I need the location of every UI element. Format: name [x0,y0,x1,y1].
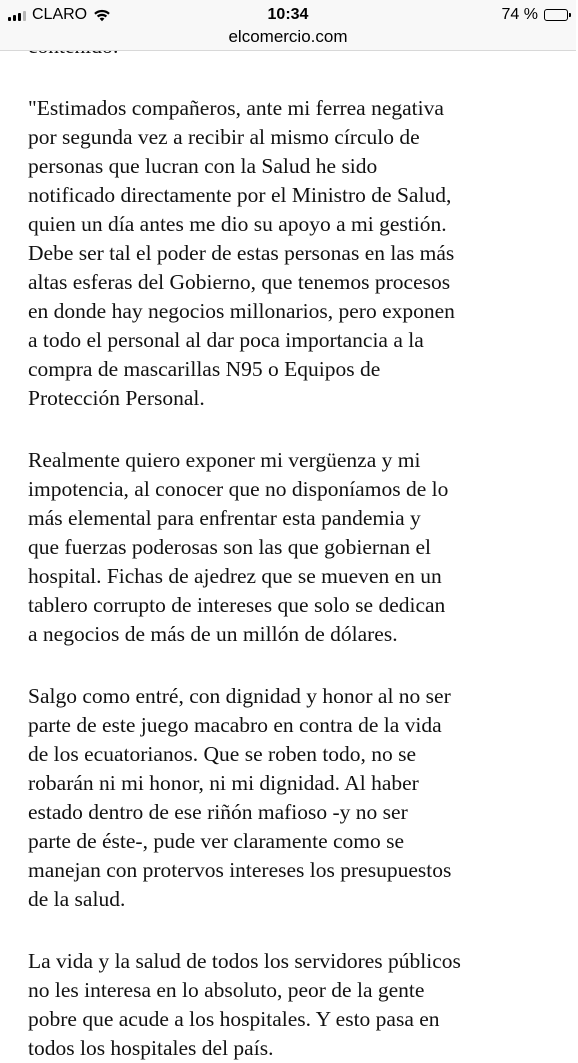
paragraph-line: a todo el personal al dar poca importancia a la [28,328,424,352]
article-paragraph [28,446,578,649]
paragraph-line: no les interesa en lo absoluto, peor de la gente [28,978,425,1002]
paragraph-line: La vida y la salud de todos los servidores públicos [28,949,461,973]
paragraph-line: a negocios de más de un millón de dólares. [28,622,398,646]
paragraph-line: de los ecuatorianos. Que se roben todo, no se [28,742,417,766]
article-paragraph [28,682,578,914]
paragraph-line: impotencia, al conocer que no disponíamos de lo [28,477,449,501]
paragraph-line: hospital. Fichas de ajedrez que se mueven en un [28,564,442,588]
paragraph-line: Salgo como entré, con dignidad y honor al no ser [28,684,451,708]
paragraph-line: altas esferas del Gobierno, que tenemos procesos [28,270,451,294]
paragraph-line: estado dentro de ese riñón mafioso -y no ser [28,800,408,824]
battery-percent: 74 % [501,6,538,23]
paragraph-line: todos los hospitales del país. [28,1036,274,1060]
paragraph-line: Protección Personal. [28,386,205,410]
paragraph-line: "Estimados compañeros, ante mi ferrea negativa [28,96,444,120]
article-paragraph [28,947,578,1063]
paragraph-line: Realmente quiero exponer mi vergüenza y mi [28,448,421,472]
paragraph-line: pobre que acude a los hospitales. Y esto pasa en [28,1007,440,1031]
browser-chrome [0,0,576,51]
paragraph-line: de la salud. [28,887,126,911]
article-paragraphs [28,94,578,1063]
article-body [28,50,578,1060]
paragraph-line: en donde hay negocios millonarios, pero exponen [28,299,455,323]
battery-icon [544,9,568,21]
paragraph-line: por segunda vez a recibir al mismo círculo de [28,125,420,149]
paragraph-line: más elemental para enfrentar esta pandemia y [28,506,421,530]
paragraph-line: compra de mascarillas N95 o Equipos de [28,357,381,381]
article-paragraph [28,94,578,413]
paragraph-line: parte de éste-, pude ver claramente como se [28,829,405,853]
paragraph-line: manejan con protervos intereses los presupuestos [28,858,452,882]
paragraph-line: parte de este juego macabro en contra de la vida [28,713,442,737]
paragraph-line: tablero corrupto de intereses que solo se dedican [28,593,446,617]
carrier-name: CLARO [32,6,88,23]
paragraph-line: quien un día antes me dio su apoyo a mi gestión. [28,212,447,236]
paragraph-line: robarán ni mi honor, ni mi dignidad. Al haber [28,771,419,795]
status-time: 10:34 [267,6,309,23]
paragraph-line: notificado directamente por el Ministro de Salud, [28,183,452,207]
paragraph-line: que fuerzas poderosas son las que gobiernan el [28,535,431,559]
paragraph-line: Debe ser tal el poder de estas personas en las más [28,241,455,265]
status-bar-right [502,4,568,26]
address-bar-domain[interactable]: elcomercio.com [228,27,348,46]
paragraph-line: personas que lucran con la Salud he sido [28,154,378,178]
